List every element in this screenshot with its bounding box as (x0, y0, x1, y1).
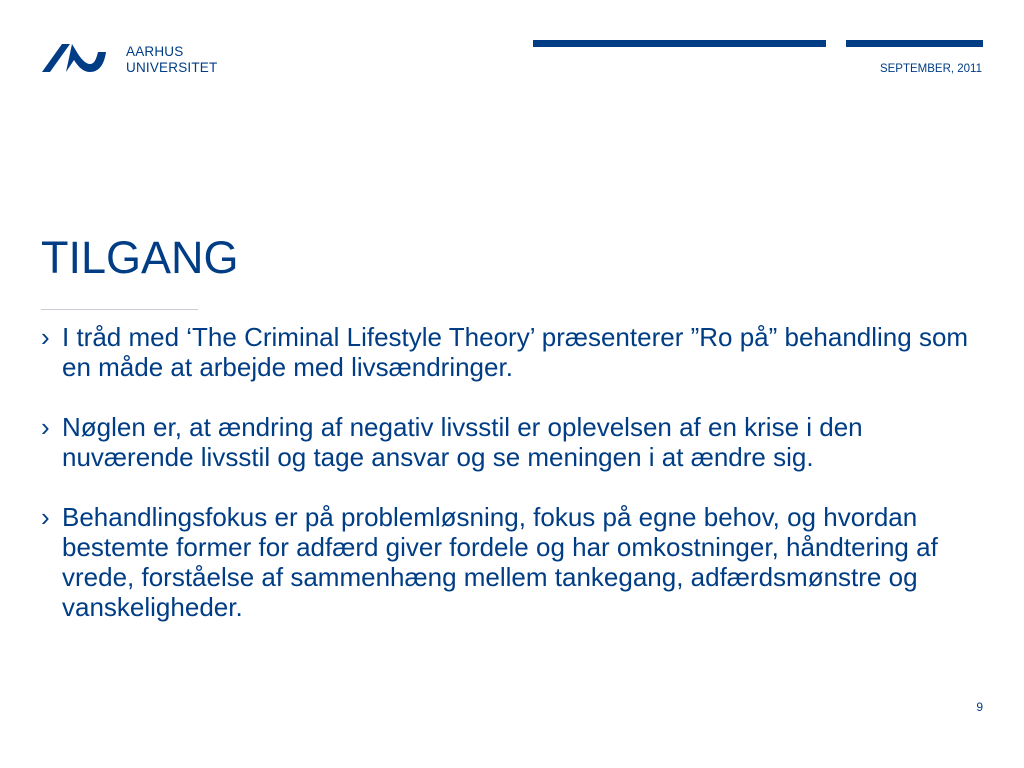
bullet-item (41, 412, 981, 472)
slide-date: SEPTEMBER, 2011 (879, 63, 982, 75)
aarhus-university-logo-icon (40, 42, 108, 74)
bullet-text: Behandlingsfokus er på problemløsning, fokus på egne behov, og hvordan bestemte former for adfærd giver fordele og har omkostninger, håndtering af vrede, forståelse af sammenhæng mellem tankegang, adfærdsmønstre og vanskeligheder. (62, 502, 938, 622)
header-bar-short (846, 40, 983, 47)
title-divider (41, 309, 198, 310)
header-bar-long (533, 40, 826, 47)
bullet-item (41, 502, 981, 622)
logo-line-1: AARHUS (126, 44, 184, 59)
bullet-marker: › (41, 412, 50, 442)
slide-title: TILGANG (41, 232, 239, 283)
logo-line-2: UNIVERSITET (126, 60, 218, 75)
bullet-list (41, 322, 981, 652)
bullet-text: Nøglen er, at ændring af negativ livsstil er oplevelsen af en krise i den nuværende livsstil og tage ansvar og se meningen i at ændre sig. (62, 412, 863, 472)
page-number: 9 (976, 700, 983, 714)
bullet-text: I tråd med ‘The Criminal Lifestyle Theory’ præsenterer ”Ro på” behandling som en måde at arbejde med livsændringer. (62, 322, 969, 382)
university-name (126, 44, 217, 76)
bullet-item (41, 322, 981, 382)
bullet-marker: › (41, 502, 50, 532)
bullet-marker: › (41, 322, 50, 352)
